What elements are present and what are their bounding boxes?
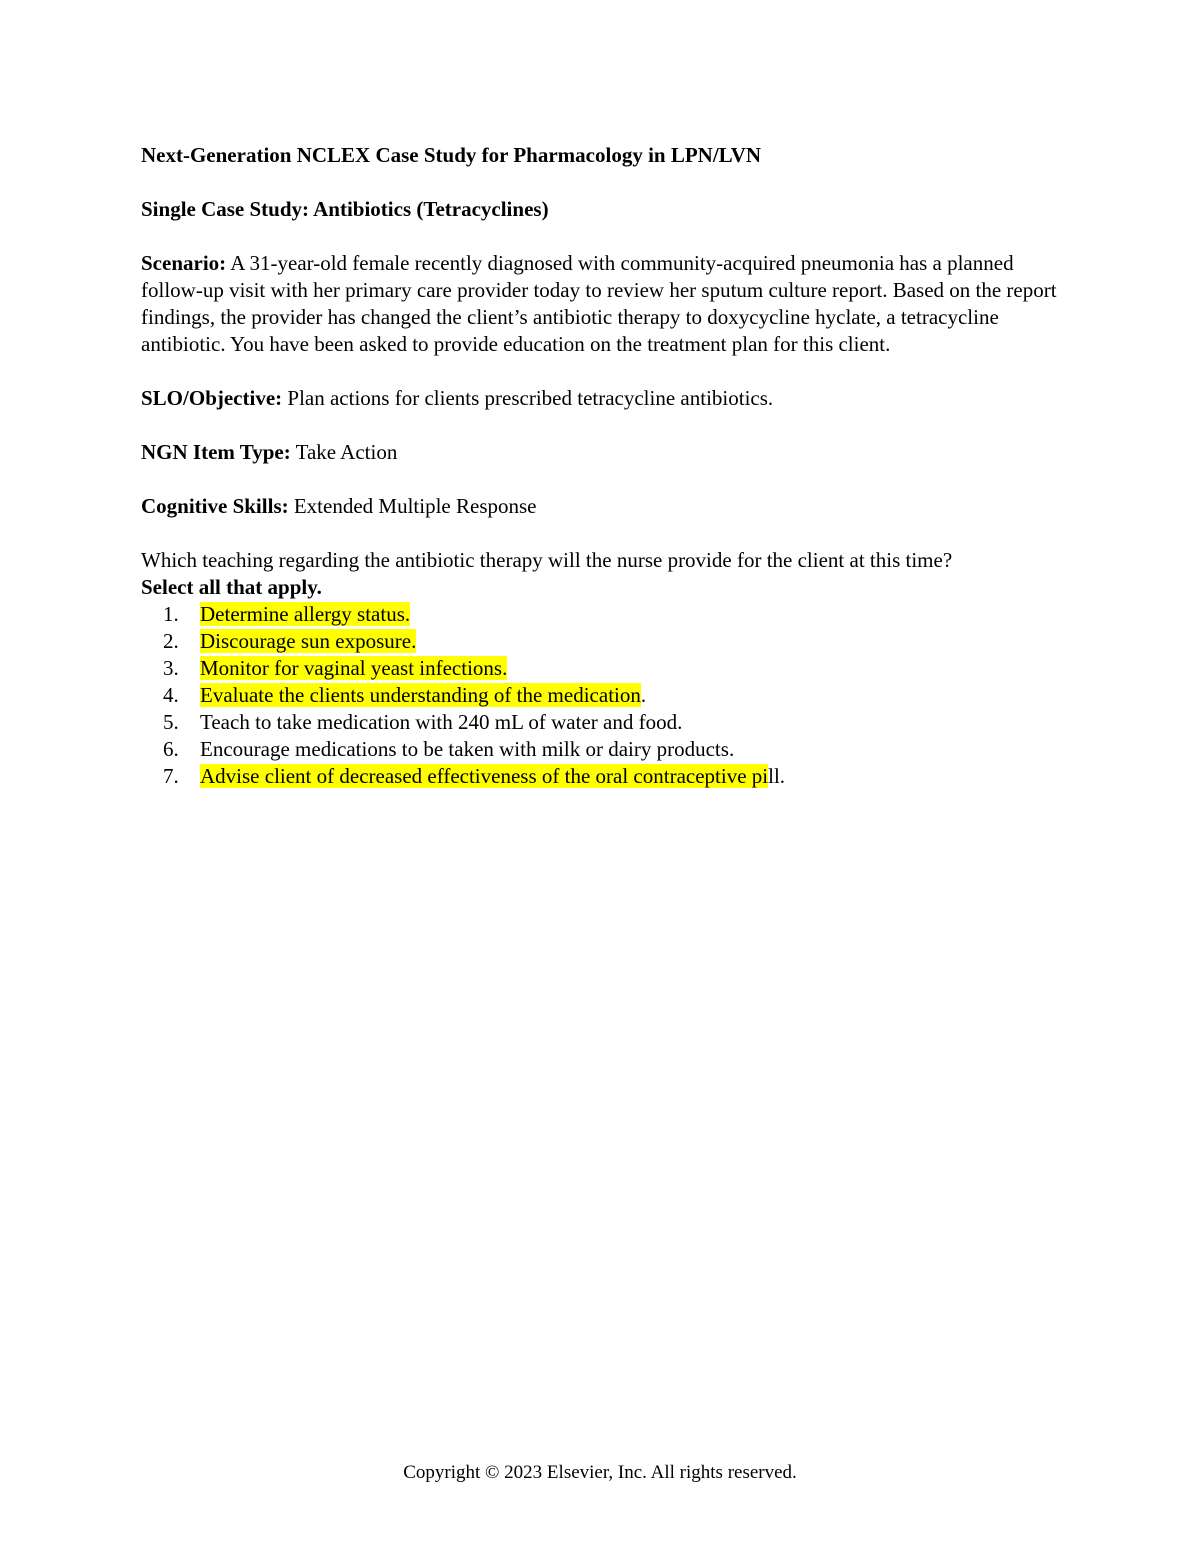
document-title: Next-Generation NCLEX Case Study for Pharmacology in LPN/LVN xyxy=(141,143,762,167)
option-text: ll. xyxy=(768,764,786,788)
answer-option xyxy=(141,763,1071,790)
spacer xyxy=(141,169,1071,196)
option-number: 2. xyxy=(163,629,179,653)
option-number: 7. xyxy=(163,764,179,788)
answer-option xyxy=(141,655,1071,682)
option-text: Encourage medications to be taken with milk or dairy products. xyxy=(200,737,735,761)
question-instruction: Select all that apply. xyxy=(141,575,322,599)
objective-paragraph xyxy=(141,385,1071,412)
option-number: 5. xyxy=(163,710,179,734)
scenario-label: Scenario: xyxy=(141,251,227,275)
option-highlighted-text: Evaluate the clients understanding of the medication xyxy=(200,683,641,707)
option-highlighted-text: Determine allergy status. xyxy=(200,602,411,626)
answer-option xyxy=(141,628,1071,655)
spacer xyxy=(141,520,1071,547)
option-number: 1. xyxy=(163,602,179,626)
option-highlighted-text: Discourage sun exposure. xyxy=(200,629,417,653)
cognitive-skills-paragraph xyxy=(141,493,1071,520)
spacer xyxy=(141,358,1071,385)
option-highlighted-text: Advise client of decreased effectiveness of the oral contraceptive pi xyxy=(200,764,769,788)
option-number: 3. xyxy=(163,656,179,680)
answer-option xyxy=(141,601,1071,628)
option-text: Teach to take medication with 240 mL of water and food. xyxy=(200,710,683,734)
document-body xyxy=(141,142,1071,790)
objective-text: Plan actions for clients prescribed tetracycline antibiotics. xyxy=(282,386,774,410)
item-type-label: NGN Item Type: xyxy=(141,440,291,464)
copyright-footer: Copyright © 2023 Elsevier, Inc. All rights reserved. xyxy=(403,1462,797,1483)
option-number: 4. xyxy=(163,683,179,707)
cognitive-skills-text: Extended Multiple Response xyxy=(288,494,537,518)
answer-options-list xyxy=(141,601,1071,790)
spacer xyxy=(141,412,1071,439)
option-number: 6. xyxy=(163,737,179,761)
item-type-text: Take Action xyxy=(290,440,398,464)
option-text: . xyxy=(640,683,647,707)
scenario-paragraph xyxy=(141,250,1071,358)
scenario-text: A 31-year-old female recently diagnosed with community-acquired pneumonia has a planned follow-up visit with her primary care provider today to review her sputum culture report. Based on the report findings, the provider has changed the client’s antibiotic therapy to doxycycline hyclate, a tetracycline antibiotic. You have been asked to provide education on the treatment plan for this client. xyxy=(141,251,1057,356)
answer-option xyxy=(141,736,1071,763)
spacer xyxy=(141,223,1071,250)
answer-option xyxy=(141,682,1071,709)
case-study-heading: Single Case Study: Antibiotics (Tetracyclines) xyxy=(141,197,549,221)
question-text: Which teaching regarding the antibiotic therapy will the nurse provide for the client at this time? xyxy=(141,548,953,572)
spacer xyxy=(141,466,1071,493)
item-type-paragraph xyxy=(141,439,1071,466)
objective-label: SLO/Objective: xyxy=(141,386,283,410)
answer-option xyxy=(141,709,1071,736)
cognitive-skills-label: Cognitive Skills: xyxy=(141,494,289,518)
option-highlighted-text: Monitor for vaginal yeast infections. xyxy=(200,656,508,680)
